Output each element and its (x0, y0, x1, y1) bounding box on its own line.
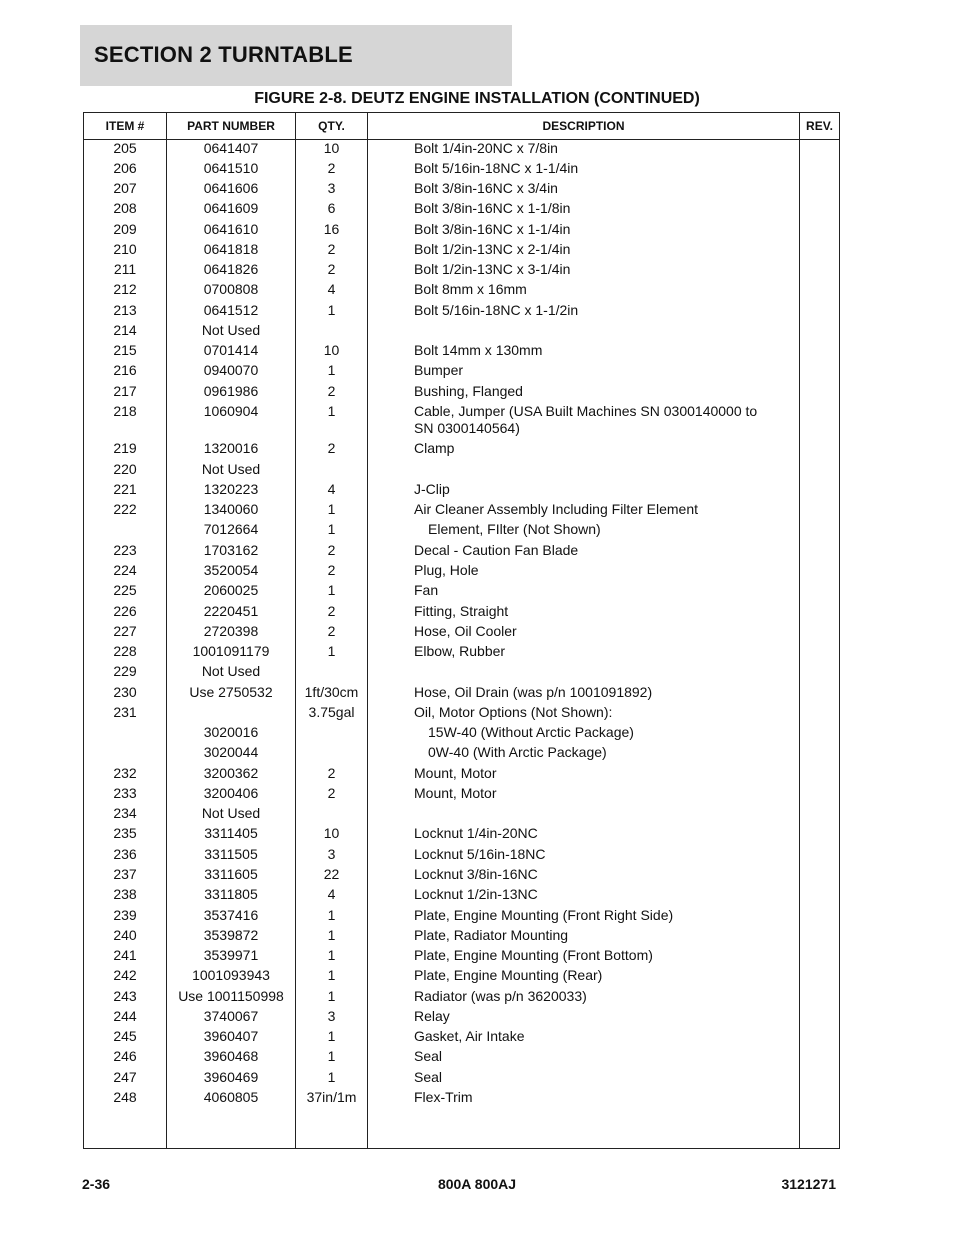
item-number: 234 (113, 805, 137, 821)
item-number: 243 (113, 988, 137, 1004)
header-qty: QTY. (318, 119, 345, 133)
quantity: 1 (327, 1069, 336, 1085)
quantity: 1 (327, 643, 336, 659)
item-number: 220 (113, 461, 137, 477)
quantity: 22 (323, 866, 340, 882)
part-number: 4060805 (203, 1089, 259, 1105)
quantity: 3 (327, 1008, 336, 1024)
quantity: 16 (323, 221, 340, 237)
item-number: 236 (113, 846, 137, 862)
item-number: 211 (113, 261, 137, 277)
part-number: 0641606 (203, 180, 259, 196)
description: Locknut 1/2in-13NC (414, 886, 538, 902)
part-number: 0641609 (203, 200, 259, 216)
item-number: 231 (113, 704, 137, 720)
item-number: 238 (113, 886, 137, 902)
part-number: Use 2750532 (189, 684, 273, 700)
description: Plate, Engine Mounting (Front Right Side) (414, 907, 674, 923)
description: Fitting, Straight (414, 603, 509, 619)
part-number: 3311605 (204, 866, 258, 882)
part-number: 3020044 (203, 744, 259, 760)
column-divider (799, 113, 800, 1148)
quantity: 2 (327, 765, 336, 781)
quantity: 1ft/30cm (304, 684, 359, 700)
quantity: 3 (327, 180, 336, 196)
item-number: 222 (113, 501, 137, 517)
quantity: 1 (327, 582, 336, 598)
part-number: 3539971 (203, 947, 259, 963)
item-number: 240 (113, 927, 137, 943)
quantity: 2 (327, 261, 336, 277)
description: 0W-40 (With Arctic Package) (428, 744, 607, 760)
model-name: 800A 800AJ (437, 1176, 517, 1192)
item-number: 246 (113, 1048, 137, 1064)
description: Bolt 8mm x 16mm (414, 281, 527, 297)
figure-title: FIGURE 2-8. DEUTZ ENGINE INSTALLATION (CONTINUED) (254, 90, 700, 107)
quantity: 2 (327, 383, 336, 399)
column-divider (367, 113, 368, 1148)
part-number: 0961986 (203, 383, 259, 399)
part-number: 1001091179 (192, 643, 270, 659)
part-number: 1340060 (203, 501, 259, 517)
description: Hose, Oil Drain (was p/n 1001091892) (414, 684, 653, 700)
quantity: 2 (327, 785, 336, 801)
description: Bolt 1/2in-13NC x 2-1/4in (414, 241, 571, 257)
quantity: 3.75gal (308, 704, 355, 720)
part-number: 7012664 (203, 521, 259, 537)
description: Elbow, Rubber (414, 643, 506, 659)
part-number: Not Used (201, 461, 261, 477)
item-number: 232 (113, 765, 137, 781)
description: Bolt 5/16in-18NC x 1-1/4in (414, 160, 579, 176)
description: Plate, Engine Mounting (Front Bottom) (414, 947, 653, 963)
description: Seal (414, 1069, 443, 1085)
quantity: 2 (327, 603, 336, 619)
item-number: 214 (113, 322, 137, 338)
part-number: 3311405 (204, 825, 258, 841)
item-number: 207 (113, 180, 137, 196)
part-number: 2060025 (203, 582, 259, 598)
part-number: Not Used (201, 322, 261, 338)
item-number: 242 (113, 967, 137, 983)
description: Oil, Motor Options (Not Shown): (414, 704, 613, 720)
item-number: 212 (113, 281, 137, 297)
part-number: 0700808 (203, 281, 259, 297)
section-header (80, 25, 512, 86)
part-number: 1703162 (203, 542, 259, 558)
item-number: 213 (113, 302, 137, 318)
item-number: 247 (113, 1069, 137, 1085)
part-number: 2220451 (203, 603, 259, 619)
header-description: DESCRIPTION (542, 119, 625, 133)
quantity: 4 (327, 481, 336, 497)
part-number: 3960468 (203, 1048, 259, 1064)
description: Bolt 1/4in-20NC x 7/8in (414, 140, 558, 156)
description: Locknut 5/16in-18NC (414, 846, 546, 862)
item-number: 224 (113, 562, 137, 578)
quantity: 1 (327, 907, 336, 923)
quantity: 2 (327, 623, 336, 639)
part-number: 3960407 (203, 1028, 259, 1044)
part-number: 0940070 (203, 362, 259, 378)
description: Mount, Motor (414, 785, 497, 801)
item-number: 217 (113, 383, 137, 399)
description: Decal - Caution Fan Blade (414, 542, 579, 558)
description: Locknut 1/4in-20NC (414, 825, 538, 841)
parts-table (83, 112, 840, 1149)
part-number: 0641826 (203, 261, 259, 277)
description: Cable, Jumper (USA Built Machines SN 0300140000 to SN 0300140564) (414, 403, 758, 436)
description: Mount, Motor (414, 765, 497, 781)
page-number: 2-36 (82, 1176, 111, 1192)
item-number: 225 (113, 582, 137, 598)
item-number: 245 (113, 1028, 137, 1044)
description: Element, FIlter (Not Shown) (428, 521, 601, 537)
part-number: 3311505 (204, 846, 258, 862)
item-number: 223 (113, 542, 137, 558)
item-number: 244 (113, 1008, 137, 1024)
quantity: 2 (327, 562, 336, 578)
description: Locknut 3/8in-16NC (414, 866, 538, 882)
description: Plate, Radiator Mounting (414, 927, 569, 943)
item-number: 209 (113, 221, 137, 237)
quantity: 2 (327, 440, 336, 456)
description: Bolt 5/16in-18NC x 1-1/2in (414, 302, 579, 318)
description: Bolt 3/8in-16NC x 1-1/4in (414, 221, 571, 237)
description: Air Cleaner Assembly Including Filter Element (414, 501, 699, 517)
quantity: 1 (327, 403, 336, 419)
description: Flex-Trim (414, 1089, 473, 1105)
description: Bolt 14mm x 130mm (414, 342, 543, 358)
description: Bolt 3/8in-16NC x 1-1/8in (414, 200, 571, 216)
quantity: 4 (327, 281, 336, 297)
item-number: 228 (113, 643, 137, 659)
quantity: 1 (327, 947, 336, 963)
description: Clamp (414, 440, 455, 456)
item-number: 233 (113, 785, 137, 801)
quantity: 3 (327, 846, 336, 862)
description: Fan (414, 582, 439, 598)
part-number: 3200406 (203, 785, 259, 801)
item-number: 216 (113, 362, 137, 378)
part-number: 3537416 (203, 907, 259, 923)
description: 15W-40 (Without Arctic Package) (428, 724, 634, 740)
item-number: 219 (113, 440, 137, 456)
description: Gasket, Air Intake (414, 1028, 525, 1044)
part-number: 0641512 (203, 302, 259, 318)
item-number: 210 (113, 241, 137, 257)
description: Bolt 3/8in-16NC x 3/4in (414, 180, 558, 196)
quantity: 6 (327, 200, 336, 216)
part-number: 0641818 (203, 241, 259, 257)
part-number: 1060904 (203, 403, 259, 419)
quantity: 1 (327, 927, 336, 943)
quantity: 4 (327, 886, 336, 902)
description: J-Clip (414, 481, 450, 497)
part-number: 0641407 (203, 140, 259, 156)
part-number: Not Used (201, 805, 261, 821)
item-number: 248 (113, 1089, 137, 1105)
item-number: 237 (113, 866, 137, 882)
part-number: 3311805 (204, 886, 258, 902)
quantity: 37in/1m (306, 1089, 357, 1105)
item-number: 230 (113, 684, 137, 700)
quantity: 2 (327, 542, 336, 558)
part-number: 1001093943 (192, 967, 270, 983)
part-number: 3520054 (203, 562, 259, 578)
part-number: 3960469 (203, 1069, 259, 1085)
document-number: 3121271 (781, 1176, 836, 1192)
item-number: 241 (113, 947, 137, 963)
part-number: 3020016 (203, 724, 259, 740)
item-number: 227 (113, 623, 137, 639)
item-number: 205 (113, 140, 137, 156)
part-number: 3539872 (203, 927, 259, 943)
quantity: 10 (323, 140, 340, 156)
item-number: 218 (113, 403, 137, 419)
description: Bumper (414, 362, 464, 378)
item-number: 235 (113, 825, 137, 841)
section-title: SECTION 2 TURNTABLE (94, 42, 353, 67)
quantity: 2 (327, 241, 336, 257)
quantity: 2 (327, 160, 336, 176)
part-number: 1320223 (203, 481, 259, 497)
part-number: 1320016 (203, 440, 259, 456)
item-number: 208 (113, 200, 137, 216)
quantity: 1 (327, 501, 336, 517)
part-number: 0641610 (203, 221, 259, 237)
quantity: 1 (327, 362, 336, 378)
part-number: 2720398 (203, 623, 259, 639)
item-number: 229 (113, 663, 137, 679)
item-number: 226 (113, 603, 137, 619)
quantity: 1 (327, 1028, 336, 1044)
part-number: Use 1001150998 (178, 988, 284, 1004)
header-rev: REV. (806, 119, 833, 133)
header-item: ITEM # (105, 119, 145, 133)
item-number: 206 (113, 160, 137, 176)
description: Plug, Hole (414, 562, 479, 578)
description: Bushing, Flanged (414, 383, 523, 399)
quantity: 1 (327, 967, 336, 983)
item-number: 239 (113, 907, 137, 923)
description: Seal (414, 1048, 443, 1064)
description: Plate, Engine Mounting (Rear) (414, 967, 603, 983)
part-number: 3200362 (203, 765, 259, 781)
description: Relay (414, 1008, 450, 1024)
part-number: 3740067 (203, 1008, 259, 1024)
part-number: 0701414 (203, 342, 259, 358)
quantity: 1 (327, 302, 336, 318)
description: Bolt 1/2in-13NC x 3-1/4in (414, 261, 571, 277)
header-part-number: PART NUMBER (187, 119, 275, 133)
part-number: Not Used (201, 663, 261, 679)
quantity: 10 (323, 825, 340, 841)
quantity: 1 (327, 988, 336, 1004)
item-number: 221 (113, 481, 137, 497)
quantity: 1 (327, 1048, 336, 1064)
part-number: 0641510 (203, 160, 259, 176)
description: Radiator (was p/n 3620033) (414, 988, 587, 1004)
quantity: 1 (327, 521, 336, 537)
item-number: 215 (113, 342, 137, 358)
quantity: 10 (323, 342, 340, 358)
description: Hose, Oil Cooler (414, 623, 517, 639)
